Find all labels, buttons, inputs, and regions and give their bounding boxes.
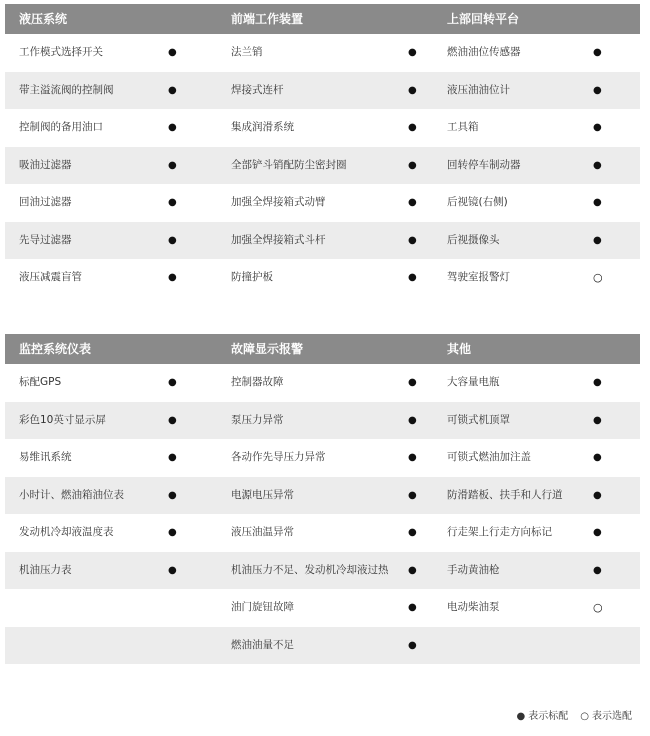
table-cell <box>5 184 217 222</box>
column-header: 故障显示报警 <box>231 342 304 356</box>
feature-label: 发动机冷却液温度表 <box>19 526 114 538</box>
table-cell <box>217 72 433 110</box>
table-cell <box>433 627 640 665</box>
standard-dot-icon: ● <box>408 489 417 501</box>
table-cell <box>433 514 640 552</box>
table-row <box>5 109 640 147</box>
feature-label: 吸油过滤器 <box>19 158 72 171</box>
standard-dot-icon: ● <box>593 84 602 96</box>
table-cell <box>433 259 640 297</box>
standard-dot-icon: ● <box>408 197 417 208</box>
table-row <box>5 402 640 440</box>
table-cell <box>217 627 433 665</box>
table-cell <box>217 514 433 552</box>
standard-dot-icon: ● <box>168 564 177 576</box>
feature-label: 机油压力表 <box>19 563 72 576</box>
standard-dot-icon: ● <box>593 377 602 388</box>
standard-dot-icon: ● <box>168 47 177 58</box>
legend-optional-label: 表示选配 <box>592 711 632 722</box>
column-header: 监控系统仪表 <box>19 342 92 356</box>
standard-dot-icon: ● <box>408 602 417 613</box>
feature-label: 集成润滑系统 <box>231 121 294 133</box>
table-cell <box>217 402 433 440</box>
standard-dot-icon: ● <box>593 527 602 538</box>
feature-label: 法兰销 <box>231 46 263 58</box>
table-cell <box>5 72 217 110</box>
table-cell <box>5 259 217 297</box>
feature-label: 液压减震盲管 <box>19 271 82 283</box>
table-cell <box>433 552 640 590</box>
standard-dot-icon: ● <box>168 414 177 426</box>
feature-label: 油门旋钮故障 <box>231 601 294 613</box>
feature-label: 行走架上行走方向标记 <box>447 526 552 538</box>
table-cell <box>217 477 433 515</box>
table-row <box>5 439 640 477</box>
table-row <box>5 364 640 402</box>
column-header: 上部回转平台 <box>447 12 520 26</box>
feature-label: 全部铲斗销配防尘密封圈 <box>231 158 347 171</box>
feature-label: 可锁式机顶罩 <box>447 413 510 426</box>
feature-label: 机油压力不足、发动机冷却液过热 <box>231 563 389 576</box>
table-cell <box>433 402 640 440</box>
feature-label: 彩色10英寸显示屏 <box>19 413 106 426</box>
feature-label: 防撞护板 <box>231 271 273 283</box>
table-cell <box>5 552 217 590</box>
feature-label: 易维讯系统 <box>19 451 72 463</box>
table-row <box>5 222 640 260</box>
standard-dot-icon: ● <box>168 527 177 538</box>
legend-standard <box>517 707 569 722</box>
feature-label: 泵压力异常 <box>231 413 284 426</box>
table-cell <box>433 439 640 477</box>
standard-dot-icon: ● <box>168 197 177 208</box>
standard-dot-icon: ● <box>593 414 602 426</box>
table-cell <box>5 514 217 552</box>
table-cell <box>433 147 640 185</box>
feature-label: 燃油油量不足 <box>231 638 294 651</box>
standard-dot-icon: ● <box>593 234 602 246</box>
column-header: 液压系统 <box>19 12 68 26</box>
table-cell <box>433 222 640 260</box>
optional-circle-icon: ○ <box>580 711 589 722</box>
table-cell <box>217 222 433 260</box>
table-cell <box>217 364 433 402</box>
table-cell <box>433 34 640 72</box>
table-row <box>5 34 640 72</box>
feature-label: 回油过滤器 <box>19 196 72 208</box>
feature-label: 驾驶室报警灯 <box>447 271 510 283</box>
standard-dot-icon: ● <box>408 122 417 133</box>
table-cell <box>433 184 640 222</box>
standard-dot-icon: ● <box>408 639 417 651</box>
feature-label: 液压油油位计 <box>447 83 510 96</box>
feature-label: 燃油油位传感器 <box>447 46 521 58</box>
standard-dot-icon: ● <box>593 47 602 58</box>
table-cell <box>217 147 433 185</box>
standard-dot-icon: ● <box>408 234 417 246</box>
standard-dot-icon: ● <box>168 452 177 463</box>
table-row <box>5 72 640 110</box>
table-cell <box>5 477 217 515</box>
standard-dot-icon: ● <box>593 197 602 208</box>
table-cell <box>433 364 640 402</box>
feature-label: 大容量电瓶 <box>447 376 500 388</box>
table-row <box>5 259 640 297</box>
table-cell <box>217 109 433 147</box>
table-row <box>5 184 640 222</box>
table-cell <box>433 477 640 515</box>
feature-label: 加强全焊接箱式斗杆 <box>231 233 326 246</box>
feature-label: 手动黄油枪 <box>447 563 500 576</box>
table-header <box>5 334 640 364</box>
equipment-table-1 <box>5 4 640 297</box>
standard-dot-icon: ● <box>593 159 602 171</box>
feature-label: 控制阀的备用油口 <box>19 121 103 133</box>
feature-label: 小时计、燃油箱油位表 <box>19 488 124 501</box>
feature-label: 带主溢流阀的控制阀 <box>19 83 114 96</box>
standard-dot-icon: ● <box>408 159 417 171</box>
table-cell <box>217 184 433 222</box>
standard-dot-icon: ● <box>516 711 526 722</box>
table-row <box>5 147 640 185</box>
standard-dot-icon: ● <box>408 564 417 576</box>
table-cell <box>217 439 433 477</box>
feature-label: 可锁式燃油加注盖 <box>447 451 531 463</box>
table-row <box>5 477 640 515</box>
table-header <box>5 4 640 34</box>
table-cell <box>5 147 217 185</box>
table-cell <box>433 72 640 110</box>
table-row <box>5 552 640 590</box>
feature-label: 防滑踏板、扶手和人行道 <box>447 488 563 501</box>
table-cell <box>433 589 640 627</box>
standard-dot-icon: ● <box>408 377 417 388</box>
feature-label: 电动柴油泵 <box>447 601 500 613</box>
standard-dot-icon: ● <box>168 272 177 283</box>
standard-dot-icon: ● <box>408 47 417 58</box>
standard-dot-icon: ● <box>168 84 177 96</box>
table-cell <box>5 589 217 627</box>
table-cell <box>5 439 217 477</box>
standard-dot-icon: ● <box>408 414 417 426</box>
feature-label: 后视摄像头 <box>447 233 500 246</box>
table-cell <box>5 364 217 402</box>
standard-dot-icon: ● <box>408 272 417 283</box>
feature-label: 加强全焊接箱式动臂 <box>231 196 326 208</box>
table-row <box>5 514 640 552</box>
standard-dot-icon: ● <box>168 489 177 501</box>
feature-label: 工作模式选择开关 <box>19 46 103 58</box>
standard-dot-icon: ● <box>593 452 602 463</box>
feature-label: 先导过滤器 <box>19 233 72 246</box>
standard-dot-icon: ● <box>168 159 177 171</box>
standard-dot-icon: ● <box>168 377 177 388</box>
feature-label: 液压油温异常 <box>231 526 294 538</box>
standard-dot-icon: ● <box>593 564 602 576</box>
optional-circle-icon: ○ <box>593 601 603 614</box>
table-cell <box>217 589 433 627</box>
legend-standard-label: 表示标配 <box>528 711 569 722</box>
standard-dot-icon: ● <box>408 527 417 538</box>
standard-dot-icon: ● <box>168 122 177 133</box>
table-cell <box>5 627 217 665</box>
feature-label: 焊接式连杆 <box>231 83 284 96</box>
table-cell <box>5 109 217 147</box>
standard-dot-icon: ● <box>593 122 602 133</box>
optional-circle-icon: ○ <box>593 271 603 284</box>
feature-label: 回转停车制动器 <box>447 158 521 171</box>
column-header: 其他 <box>447 342 472 356</box>
feature-label: 控制器故障 <box>231 376 284 388</box>
standard-dot-icon: ● <box>168 234 177 246</box>
standard-dot-icon: ● <box>408 452 417 463</box>
legend <box>517 707 632 722</box>
column-header: 前端工作装置 <box>231 12 304 26</box>
feature-label: 标配GPS <box>19 376 62 388</box>
table-cell <box>433 109 640 147</box>
legend-optional <box>580 707 632 722</box>
table-cell <box>5 222 217 260</box>
feature-label: 工具箱 <box>447 121 479 133</box>
feature-label: 电源电压异常 <box>231 488 294 501</box>
table-cell <box>217 552 433 590</box>
table-cell <box>5 402 217 440</box>
standard-dot-icon: ● <box>593 489 602 501</box>
equipment-table-2 <box>5 334 640 664</box>
standard-dot-icon: ● <box>408 84 417 96</box>
table-cell <box>217 34 433 72</box>
table-row <box>5 589 640 627</box>
table-row <box>5 627 640 665</box>
feature-label: 各动作先导压力异常 <box>231 451 326 463</box>
table-cell <box>217 259 433 297</box>
table-cell <box>5 34 217 72</box>
feature-label: 后视镜(右侧) <box>447 196 508 208</box>
